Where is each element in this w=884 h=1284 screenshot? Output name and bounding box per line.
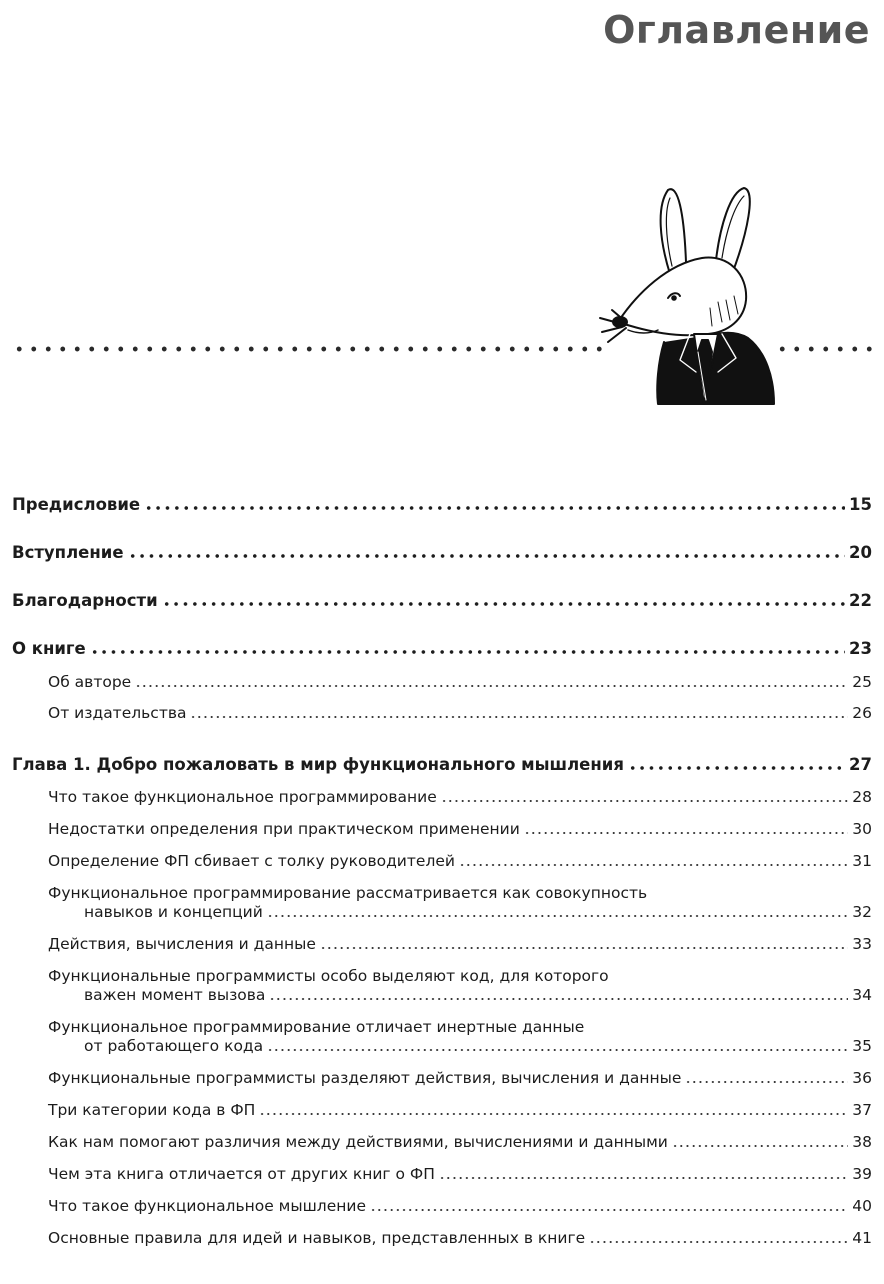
dot-leader	[259, 1113, 848, 1115]
toc-entry-title: Определение ФП сбивает с толку руководителей	[48, 852, 455, 870]
page-title: Оглавление	[603, 8, 870, 52]
toc-entry-ch1-item[interactable]	[12, 1229, 872, 1248]
dotted-divider-left	[12, 346, 606, 352]
toc-entry-title-continued: навыков и концепций	[84, 903, 263, 921]
toc-entry-title: Чем эта книга отличается от других книг о ФП	[48, 1165, 435, 1183]
dot-leader	[144, 506, 845, 510]
toc-entry-chapter-1[interactable]	[12, 755, 872, 775]
toc-entry-title-continued: от работающего кода	[84, 1037, 264, 1055]
dot-leader	[370, 1209, 848, 1211]
toc-entry-preface[interactable]	[12, 495, 872, 515]
toc-entry-ch1-item[interactable]	[12, 1197, 872, 1216]
toc-entry-ch1-item[interactable]	[12, 935, 872, 954]
toc-entry-continuation	[48, 1037, 872, 1056]
toc-entry-title: Функциональное программирование рассматривается как совокупность	[48, 884, 648, 902]
toc-page-number: 25	[852, 673, 872, 691]
toc-entry-title-continued: важен момент вызова	[84, 986, 266, 1004]
dotted-divider-right	[775, 346, 875, 352]
toc-entry-ch1-item[interactable]	[12, 884, 872, 922]
toc-entry-title: Функциональное программирование отличает инертные данные	[48, 1018, 585, 1036]
toc-entry-title: Как нам помогают различия между действиями, вычислениями и данными	[48, 1133, 668, 1151]
dot-leader	[441, 800, 848, 802]
toc-entry-ch1-item[interactable]	[12, 1165, 872, 1184]
toc-entry-title: Что такое функциональное мышление	[48, 1197, 366, 1215]
toc-page-number: 20	[849, 543, 872, 562]
toc-entry-title: Что такое функциональное программирование	[48, 788, 437, 806]
toc-entry-ch1-item[interactable]	[12, 967, 872, 1005]
toc-entry-title: Глава 1. Добро пожаловать в мир функционального мышления	[12, 755, 624, 774]
toc-entry-title: Недостатки определения при практическом применении	[48, 820, 520, 838]
toc-page-number: 30	[852, 820, 872, 838]
toc-page-number: 27	[849, 755, 872, 774]
toc-entry-continuation	[48, 986, 872, 1005]
toc-entry-ch1-item[interactable]	[12, 820, 872, 839]
toc-page-number: 33	[852, 935, 872, 953]
toc-page-number: 23	[849, 639, 872, 658]
toc-entry-continuation	[48, 903, 872, 922]
toc-entry-ch1-item[interactable]	[12, 1018, 872, 1056]
toc-entry-title: Функциональные программисты особо выделяют код, для которого	[48, 967, 609, 985]
dot-leader	[672, 1145, 848, 1147]
toc-page-number: 34	[852, 986, 872, 1004]
toc-entry-title: Вступление	[12, 543, 124, 562]
toc-page-number: 31	[852, 852, 872, 870]
toc-entry-acknowledgements[interactable]	[12, 591, 872, 611]
dot-leader	[267, 915, 848, 917]
dot-leader	[685, 1081, 848, 1083]
toc-entry-from-publisher[interactable]	[12, 704, 872, 723]
toc-entry-ch1-item[interactable]	[12, 788, 872, 807]
toc-entry-title: Благодарности	[12, 591, 158, 610]
toc-entry-title: От издательства	[48, 704, 187, 722]
dot-leader	[628, 766, 845, 770]
dot-leader	[439, 1177, 848, 1179]
dot-leader	[135, 685, 848, 687]
dot-leader	[320, 947, 848, 949]
toc-entry-title: Основные правила для идей и навыков, представленных в книге	[48, 1229, 586, 1247]
toc-entry-ch1-item[interactable]	[12, 852, 872, 871]
toc-entry-ch1-item[interactable]	[12, 1101, 872, 1120]
dot-leader	[162, 602, 845, 606]
toc-page-number: 37	[852, 1101, 872, 1119]
toc-page-number: 41	[852, 1229, 872, 1247]
rat-in-suit-illustration	[598, 182, 784, 412]
toc-entry-title: Функциональные программисты разделяют действия, вычисления и данные	[48, 1069, 682, 1087]
dot-leader	[267, 1049, 848, 1051]
table-of-contents	[12, 495, 872, 1248]
toc-page-number: 32	[852, 903, 872, 921]
toc-entry-title: Об авторе	[48, 673, 132, 691]
toc-entry-about-author[interactable]	[12, 673, 872, 692]
toc-entry-title: Три категории кода в ФП	[48, 1101, 256, 1119]
toc-entry-ch1-item[interactable]	[12, 1133, 872, 1152]
toc-page-number: 39	[852, 1165, 872, 1183]
dot-leader	[269, 998, 848, 1000]
toc-page-number: 22	[849, 591, 872, 610]
toc-entry-introduction[interactable]	[12, 543, 872, 563]
dot-leader	[128, 554, 846, 558]
dot-leader	[190, 716, 848, 718]
toc-entry-title: О книге	[12, 639, 86, 658]
toc-page-number: 15	[849, 495, 872, 514]
toc-entry-title: Предисловие	[12, 495, 141, 514]
dot-leader	[524, 832, 848, 834]
toc-page-number: 35	[852, 1037, 872, 1055]
dot-leader	[589, 1241, 848, 1243]
toc-page-number: 40	[852, 1197, 872, 1215]
dot-leader	[459, 864, 848, 866]
toc-entry-title: Действия, вычисления и данные	[48, 935, 316, 953]
toc-entry-about-book[interactable]	[12, 639, 872, 659]
toc-page-number: 28	[852, 788, 872, 806]
toc-page-number: 38	[852, 1133, 872, 1151]
toc-page-number: 36	[852, 1069, 872, 1087]
toc-page-number: 26	[852, 704, 872, 722]
dot-leader	[90, 650, 845, 654]
toc-entry-ch1-item[interactable]	[12, 1069, 872, 1088]
